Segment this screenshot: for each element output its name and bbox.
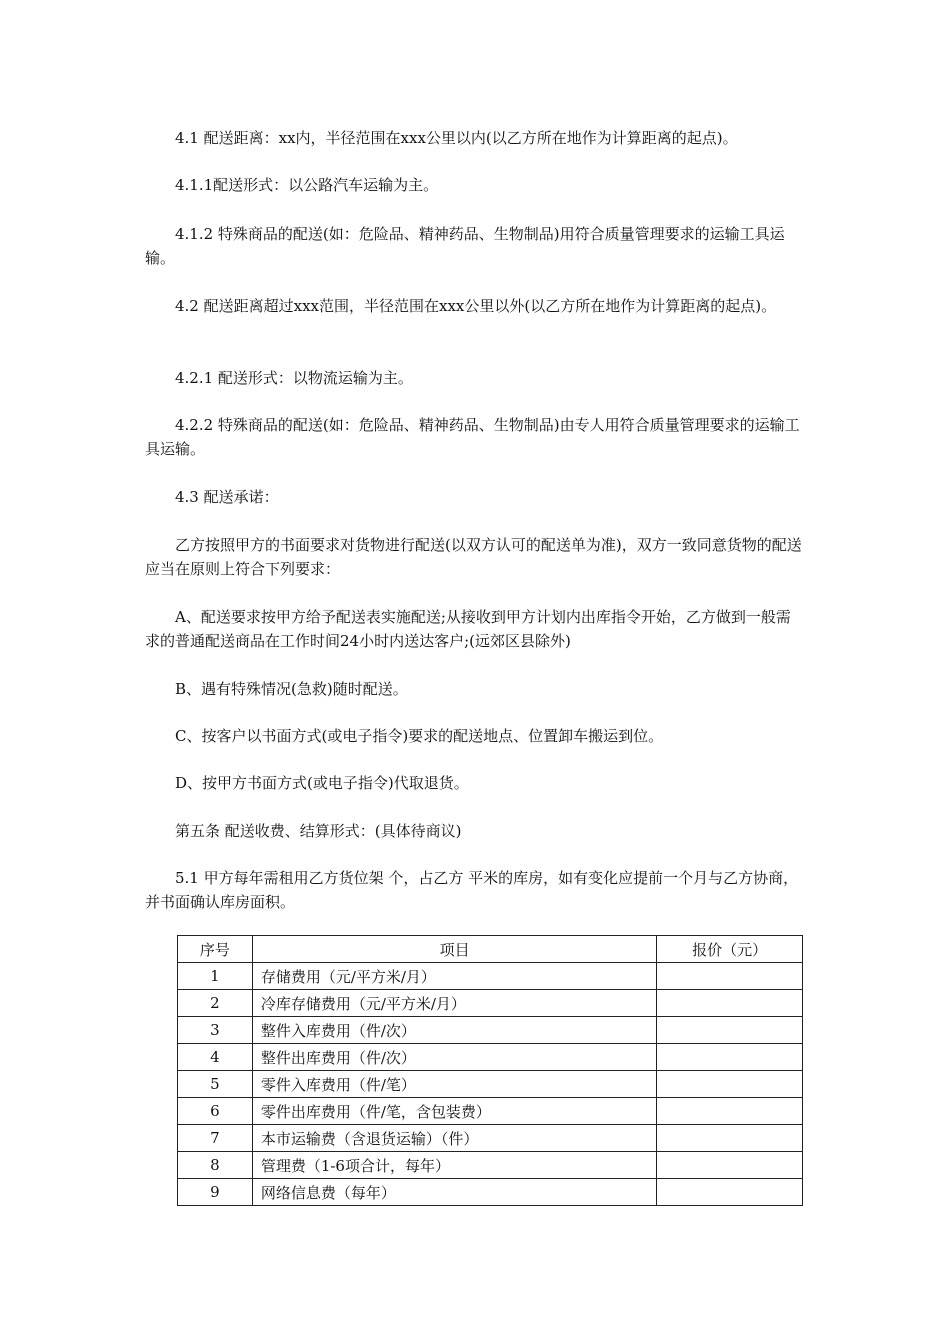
row-price <box>657 1179 803 1206</box>
table-header-row <box>178 936 803 963</box>
column-header-price: 报价（元） <box>657 936 803 963</box>
paragraph-commitment: 乙方按照甲方的书面要求对货物进行配送(以双方认可的配送单为准)，双方一致同意货物的配送应当在原则上符合下列要求： <box>145 536 802 578</box>
row-item: 本市运输费（含退货运输）（件） <box>252 1125 657 1152</box>
row-number: 3 <box>178 1017 253 1044</box>
table-row <box>178 1044 803 1071</box>
paragraph-item-a: A、配送要求按甲方给予配送表实施配送;从接收到甲方计划内出库指令开始，乙方做到一般需求的普通配送商品在工作时间24小时内送达客户;(远郊区县除外) <box>145 608 791 650</box>
table-row <box>178 1152 803 1179</box>
paragraph-4-2-2: 4.2.2 特殊商品的配送(如：危险品、精神药品、生物制品)由专人用符合质量管理要求的运输工具运输。 <box>145 416 800 458</box>
column-header-item: 项目 <box>252 936 657 963</box>
row-price <box>657 1152 803 1179</box>
paragraph-4-2: 4.2 配送距离超过xxx范围，半径范围在xxx公里以外(以乙方所在地作为计算距离的起点)。 <box>175 297 777 315</box>
row-price <box>657 963 803 990</box>
row-item: 管理费（1-6项合计，每年） <box>252 1152 657 1179</box>
row-number: 8 <box>178 1152 253 1179</box>
row-price <box>657 1071 803 1098</box>
row-number: 5 <box>178 1071 253 1098</box>
table-row <box>178 1125 803 1152</box>
fee-table <box>177 935 803 1206</box>
paragraph-4-1: 4.1 配送距离：xx内，半径范围在xxx公里以内(以乙方所在地作为计算距离的起点)。 <box>175 129 738 147</box>
table-row <box>178 990 803 1017</box>
paragraph-item-c: C、按客户以书面方式(或电子指令)要求的配送地点、位置卸车搬运到位。 <box>175 727 664 745</box>
table-row <box>178 1179 803 1206</box>
paragraph-4-1-2: 4.1.2 特殊商品的配送(如：危险品、精神药品、生物制品)用符合质量管理要求的运输工具运输。 <box>145 225 785 267</box>
row-number: 2 <box>178 990 253 1017</box>
table-row <box>178 1098 803 1125</box>
row-price <box>657 1017 803 1044</box>
row-price <box>657 1098 803 1125</box>
row-item: 存储费用（元/平方米/月） <box>252 963 657 990</box>
row-number: 1 <box>178 963 253 990</box>
row-item: 零件出库费用（件/笔，含包装费） <box>252 1098 657 1125</box>
paragraph-5-1: 5.1 甲方每年需租用乙方货位架 个，占乙方 平米的库房，如有变化应提前一个月与乙方协商，并书面确认库房面积。 <box>145 869 799 911</box>
row-item: 整件入库费用（件/次） <box>252 1017 657 1044</box>
row-item: 整件出库费用（件/次） <box>252 1044 657 1071</box>
row-price <box>657 1044 803 1071</box>
row-price <box>657 1125 803 1152</box>
row-item: 冷库存储费用（元/平方米/月） <box>252 990 657 1017</box>
row-number: 9 <box>178 1179 253 1206</box>
paragraph-4-2-1: 4.2.1 配送形式：以物流运输为主。 <box>175 369 413 387</box>
paragraph-4-3: 4.3 配送承诺： <box>175 488 279 506</box>
row-number: 6 <box>178 1098 253 1125</box>
column-header-number: 序号 <box>178 936 253 963</box>
row-number: 7 <box>178 1125 253 1152</box>
paragraph-item-d: D、按甲方书面方式(或电子指令)代取退货。 <box>175 774 469 792</box>
table-row <box>178 1071 803 1098</box>
row-item: 网络信息费（每年） <box>252 1179 657 1206</box>
section-heading-article-5: 第五条 配送收费、结算形式：(具体待商议) <box>175 822 462 840</box>
row-price <box>657 990 803 1017</box>
table-row <box>178 1017 803 1044</box>
row-item: 零件入库费用（件/笔） <box>252 1071 657 1098</box>
paragraph-item-b: B、遇有特殊情况(急救)随时配送。 <box>175 680 408 698</box>
paragraph-4-1-1: 4.1.1配送形式：以公路汽车运输为主。 <box>175 176 439 194</box>
table-row <box>178 963 803 990</box>
row-number: 4 <box>178 1044 253 1071</box>
